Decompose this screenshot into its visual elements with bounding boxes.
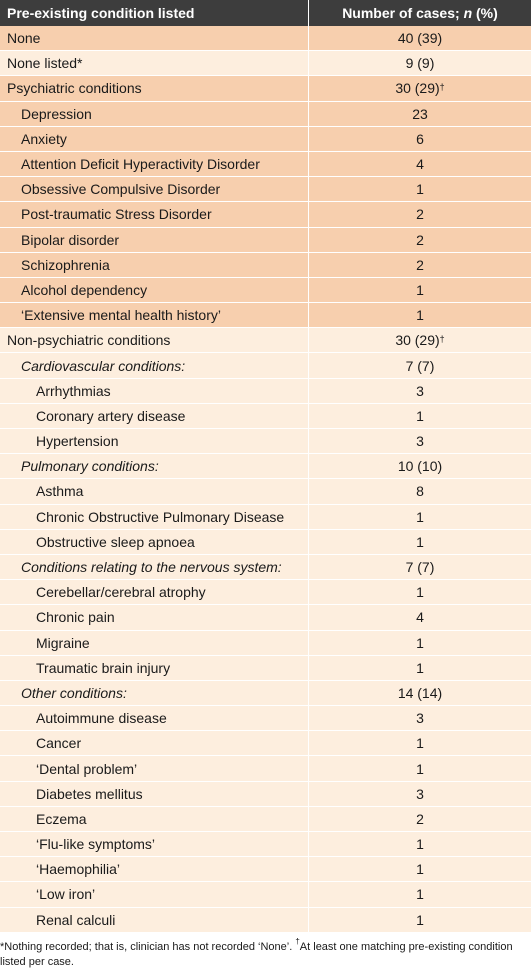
- case-count-cell: [309, 202, 531, 226]
- footnote-text-2: At least one matching pre-existing condition listed per case.: [0, 941, 513, 968]
- case-count: 2: [416, 231, 424, 248]
- case-count-cell: [309, 530, 531, 554]
- case-count: 3: [416, 710, 424, 727]
- table-row: [0, 681, 531, 706]
- table-row: [0, 102, 531, 127]
- case-count: 4: [416, 156, 424, 173]
- table-row: [0, 882, 531, 907]
- table-row: [0, 454, 531, 479]
- footnote-dagger: †: [295, 937, 300, 947]
- case-count: 40 (39): [397, 30, 443, 47]
- table-row: [0, 756, 531, 781]
- case-count: 1: [416, 533, 424, 550]
- condition-label: Chronic Obstructive Pulmonary Disease: [0, 505, 309, 529]
- header-cases-prefix: Number of cases;: [342, 5, 464, 21]
- condition-label: Attention Deficit Hyperactivity Disorder: [0, 152, 309, 176]
- case-count: 1: [416, 307, 424, 324]
- table-row: [0, 379, 531, 404]
- table-row: [0, 782, 531, 807]
- case-count: 2: [416, 810, 424, 827]
- table-row: [0, 555, 531, 580]
- table-row: [0, 479, 531, 504]
- condition-label: Renal calculi: [0, 908, 309, 932]
- table-row: [0, 605, 531, 630]
- condition-label: Alcohol dependency: [0, 278, 309, 302]
- case-count: 2: [416, 256, 424, 273]
- case-count-cell: [309, 731, 531, 755]
- case-count: 2: [416, 206, 424, 223]
- table-row: [0, 580, 531, 605]
- case-count-cell: 30 (29) †: [395, 80, 445, 97]
- condition-label: Obsessive Compulsive Disorder: [0, 177, 309, 201]
- table-row: [0, 404, 531, 429]
- table-row: [0, 857, 531, 882]
- table-row: [0, 303, 531, 328]
- table-row: [0, 177, 531, 202]
- table-row: [0, 807, 531, 832]
- table-row: [0, 631, 531, 656]
- condition-label: ‘Extensive mental health history’: [0, 303, 309, 327]
- condition-label: Coronary artery disease: [0, 404, 309, 428]
- case-count: 3: [416, 433, 424, 450]
- table-row: [0, 505, 531, 530]
- condition-label: Pulmonary conditions:: [0, 454, 309, 478]
- case-count-cell: [309, 681, 531, 705]
- condition-label: ‘Flu-like symptoms’: [0, 832, 309, 856]
- case-count: 1: [416, 508, 424, 525]
- case-count-cell: [309, 631, 531, 655]
- case-count: 6: [416, 130, 424, 147]
- case-count-cell: [309, 505, 531, 529]
- case-count: 1: [416, 407, 424, 424]
- case-count-cell: [309, 127, 531, 151]
- case-count: 1: [416, 760, 424, 777]
- table-row: [0, 76, 531, 101]
- case-count: 1: [416, 181, 424, 198]
- condition-label: Eczema: [0, 807, 309, 831]
- condition-label: Schizophrenia: [0, 253, 309, 277]
- case-count: 9 (9): [405, 55, 435, 72]
- table-row: [0, 353, 531, 378]
- condition-label: None: [0, 26, 309, 50]
- case-count-cell: [309, 379, 531, 403]
- table-row: [0, 202, 531, 227]
- case-count-cell: [309, 580, 531, 604]
- condition-label: Diabetes mellitus: [0, 782, 309, 806]
- table-row: [0, 832, 531, 857]
- case-count: 1: [416, 735, 424, 752]
- header-cases-suffix: (%): [472, 5, 498, 21]
- table-row: [0, 656, 531, 681]
- case-count: 1: [416, 911, 424, 928]
- case-count: 30 (29): [395, 332, 440, 349]
- condition-label: ‘Low iron’: [0, 882, 309, 906]
- case-count-cell: [309, 228, 531, 252]
- table-row: [0, 253, 531, 278]
- condition-label: Cerebellar/cerebral atrophy: [0, 580, 309, 604]
- condition-label: Depression: [0, 102, 309, 126]
- case-count: 1: [416, 634, 424, 651]
- case-count-cell: [309, 706, 531, 730]
- condition-label: ‘Dental problem’: [0, 756, 309, 780]
- condition-label: Conditions relating to the nervous system:: [0, 555, 309, 579]
- condition-label: Cardiovascular conditions:: [0, 353, 309, 377]
- case-count: 1: [416, 861, 424, 878]
- case-count: 23: [412, 105, 428, 122]
- table-row: [0, 731, 531, 756]
- condition-label: Cancer: [0, 731, 309, 755]
- case-count-cell: [309, 832, 531, 856]
- condition-label: Asthma: [0, 479, 309, 503]
- condition-label: Non-psychiatric conditions: [0, 328, 309, 352]
- case-count: 4: [416, 609, 424, 626]
- case-count-cell: [309, 479, 531, 503]
- condition-label: ‘Haemophilia’: [0, 857, 309, 881]
- table-row: [0, 429, 531, 454]
- case-count: 7 (7): [405, 559, 435, 576]
- case-count-cell: [309, 353, 531, 377]
- table-body: [0, 26, 531, 933]
- case-count-cell: [309, 857, 531, 881]
- table-header: [0, 0, 531, 26]
- condition-label: Post-traumatic Stress Disorder: [0, 202, 309, 226]
- table-footnote: [0, 937, 531, 970]
- case-count-cell: [309, 782, 531, 806]
- condition-label: Autoimmune disease: [0, 706, 309, 730]
- table-row: [0, 328, 531, 353]
- case-count-cell: [309, 26, 531, 50]
- condition-label: Anxiety: [0, 127, 309, 151]
- case-count-cell: [309, 807, 531, 831]
- condition-label: Arrhythmias: [0, 379, 309, 403]
- case-count: 14 (14): [397, 684, 443, 701]
- table-row: [0, 278, 531, 303]
- case-count: 3: [416, 382, 424, 399]
- case-count-cell: [309, 882, 531, 906]
- table-row: [0, 706, 531, 731]
- case-count: 3: [416, 785, 424, 802]
- condition-label: Migraine: [0, 631, 309, 655]
- table-row: [0, 127, 531, 152]
- case-count-cell: 30 (29) †: [395, 332, 445, 349]
- case-count: 1: [416, 281, 424, 298]
- case-count: 1: [416, 886, 424, 903]
- table-row: [0, 152, 531, 177]
- case-count-cell: [309, 303, 531, 327]
- case-count-cell: [309, 555, 531, 579]
- case-count-cell: [309, 253, 531, 277]
- condition-label: Obstructive sleep apnoea: [0, 530, 309, 554]
- case-count-cell: [309, 404, 531, 428]
- case-count: 1: [416, 836, 424, 853]
- case-count-cell: [309, 152, 531, 176]
- table-row: [0, 51, 531, 76]
- case-count-cell: [309, 278, 531, 302]
- case-count-cell: [309, 454, 531, 478]
- case-count: 8: [416, 483, 424, 500]
- case-count-cell: [309, 656, 531, 680]
- case-count: 30 (29): [395, 80, 440, 97]
- case-count-cell: [309, 908, 531, 932]
- case-count-cell: [309, 429, 531, 453]
- table-row: [0, 26, 531, 51]
- case-count-cell: [309, 102, 531, 126]
- table-row: [0, 530, 531, 555]
- header-condition: Pre-existing condition listed: [0, 0, 309, 26]
- condition-label: Chronic pain: [0, 605, 309, 629]
- condition-label: Traumatic brain injury: [0, 656, 309, 680]
- condition-label: Hypertension: [0, 429, 309, 453]
- condition-label: Psychiatric conditions: [0, 76, 309, 100]
- header-cases-n: n: [463, 5, 473, 21]
- condition-label: Other conditions:: [0, 681, 309, 705]
- case-count-cell: [309, 177, 531, 201]
- case-count-cell: [309, 756, 531, 780]
- condition-label: Bipolar disorder: [0, 228, 309, 252]
- condition-label: None listed*: [0, 51, 309, 75]
- table-row: [0, 908, 531, 933]
- case-count: 1: [416, 584, 424, 601]
- case-count-cell: [309, 51, 531, 75]
- case-count: 7 (7): [405, 357, 435, 374]
- table-row: [0, 228, 531, 253]
- case-count: 1: [416, 659, 424, 676]
- footnote-text-1: *Nothing recorded; that is, clinician has not recorded ‘None’.: [0, 941, 296, 953]
- case-count-cell: [309, 605, 531, 629]
- header-cases: [309, 0, 531, 26]
- case-count: 10 (10): [397, 458, 443, 475]
